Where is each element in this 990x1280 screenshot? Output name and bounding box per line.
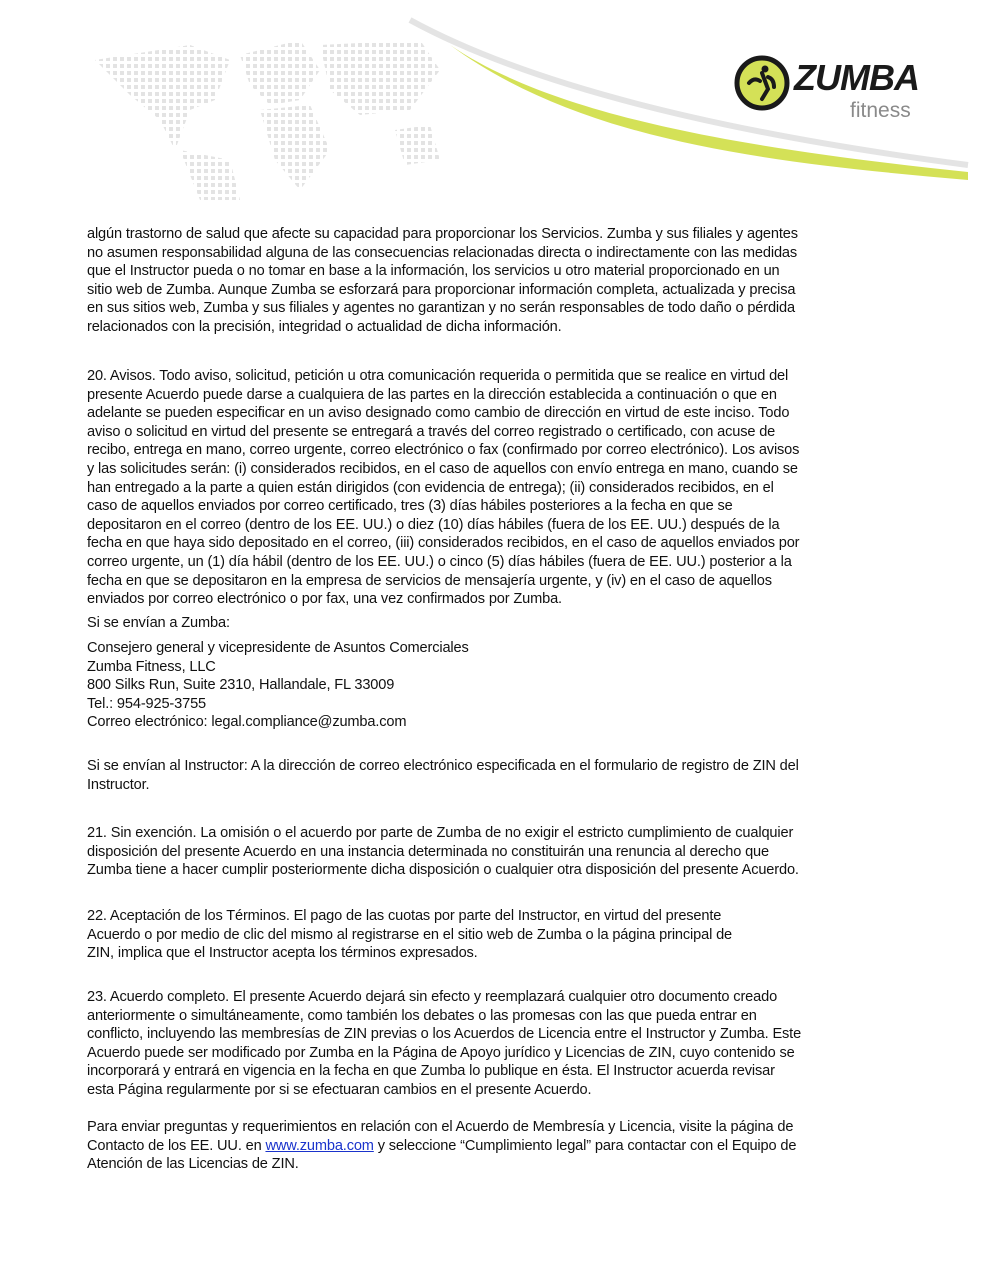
zumba-website-link[interactable]: www.zumba.com: [265, 1137, 374, 1154]
text-line: ZIN, implica que el Instructor acepta los términos expresados.: [87, 945, 478, 962]
text-line: presente Acuerdo puede darse a cualquiera de las partes en la dirección establecida a continuación o que en: [87, 386, 777, 403]
text-line: Zumba tiene a hacer cumplir posteriormente dicha disposición o cualquier otra disposición del presente Acuerdo.: [87, 862, 799, 879]
text-line: adelante se pueden especificar en un aviso designado como cambio de dirección en virtud de este inciso. Todo: [87, 405, 790, 422]
text-line: conflicto, incluyendo las membresías de ZIN previas o los Acuerdos de Licencia entre el Instructor y Zumba. Este: [87, 1026, 802, 1043]
address-line: Consejero general y vicepresidente de Asuntos Comerciales: [87, 640, 469, 656]
logo-brand: ZUMBA: [794, 57, 919, 98]
closing-paragraph: [87, 1118, 796, 1174]
text-line: Atención de las Licencias de ZIN.: [87, 1156, 299, 1173]
paragraph-23: [87, 988, 801, 1100]
to-zumba-label: [87, 614, 230, 633]
text-line: recibo, entrega en mano, correo urgente, correo electrónico o fax (confirmado por correo electrónico). Los avisos: [87, 442, 800, 459]
text-line: 22. Aceptación de los Términos. El pago de las cuotas por parte del Instructor, en virtud del presente: [87, 908, 722, 924]
text-line: que el Instructor pueda o no tomar en base a la información, los servicios u otro material proporcionado en un: [87, 263, 780, 280]
text-line: Acuerdo o por medio de clic del mismo al registrarse en el sitio web de Zumba o la página principal de: [87, 926, 733, 943]
text-line: Acuerdo puede ser modificado por Zumba en la Página de Apoyo jurídico y Licencias de ZIN, cuyo contenido se: [87, 1044, 795, 1061]
text-line: anteriormente o simultáneamente, como también los debates o las promesas con las que pueda entrar en: [87, 1007, 757, 1024]
text-line: correo urgente, un (1) día hábil (dentro de los EE. UU.) o cinco (5) días hábiles (fuera de EE. UU.) posterior a la: [87, 553, 792, 570]
zumba-logo-icon: [734, 55, 794, 115]
zumba-address: [87, 639, 469, 732]
text-line: Si se envían al Instructor: A la dirección de correo electrónico especificada en el formulario de registro de ZIN del: [87, 758, 799, 774]
text-line: y las solicitudes serán: (i) considerados recibidos, en el caso de aquellos con envío entrega en mano, cuando se: [87, 460, 798, 477]
address-line: Correo electrónico: legal.compliance@zumba.com: [87, 714, 407, 731]
paragraph-19-tail: [87, 225, 798, 337]
text-line: Para enviar preguntas y requerimientos en relación con el Acuerdo de Membresía y Licencia, visite la página de: [87, 1119, 794, 1135]
address-line: Zumba Fitness, LLC: [87, 658, 216, 675]
text-line: en sus sitios web, Zumba y sus filiales y agentes no garantizan y no serán responsables de todo daño o pérdida: [87, 300, 795, 317]
text-line: enviados por correo electrónico o por fax, una vez confirmados por Zumba.: [87, 591, 562, 608]
text-line: Si se envían a Zumba:: [87, 615, 230, 631]
world-map-dots: [95, 40, 440, 200]
text-line: algún trastorno de salud que afecte su capacidad para proporcionar los Servicios. Zumba y sus filiales y agentes: [87, 226, 798, 242]
text-line: no asumen responsabilidad alguna de las consecuencias relacionadas directa o indirectamente con las medidas: [87, 244, 798, 261]
text-line: 20. Avisos. Todo aviso, solicitud, petición u otra comunicación requerida o permitida que se realice en virtud del: [87, 368, 789, 384]
address-line: Tel.: 954-925-3755: [87, 695, 207, 712]
text-line: han entregado a la parte a quien están dirigidos (con evidencia de entrega); (ii) considerados recibidos, en el: [87, 479, 774, 496]
logo-sub: fitness: [850, 99, 911, 122]
text-line: 21. Sin exención. La omisión o el acuerdo por parte de Zumba de no exigir el estricto cumplimiento de cualquier: [87, 825, 794, 841]
text-line: depositaron en el correo (dentro de los EE. UU.) o diez (10) días hábiles (fuera de los EE. UU.) después de la: [87, 516, 780, 533]
text-line: relacionados con la precisión, integridad o actualidad de dicha información.: [87, 318, 562, 335]
paragraph-22: [87, 907, 732, 963]
text-segment: Contacto de los EE. UU. en: [87, 1137, 266, 1154]
zumba-logo: [734, 55, 924, 125]
to-instructor: [87, 757, 799, 794]
text-line: incorporará y entrará en vigencia en la fecha en que Zumba lo publique en ésta. El Instructor acuerda revisar: [87, 1063, 775, 1080]
text-line: aviso o solicitud en virtud del presente se entregará a través del correo registrado o certificado, con acuse de: [87, 423, 776, 440]
page-header: [0, 0, 990, 200]
paragraph-21: [87, 824, 799, 880]
text-line: Instructor.: [87, 776, 150, 793]
text-line: fecha en que haya sido depositado en el correo, (iii) considerados recibidos, en el caso de aquellos enviados por: [87, 535, 800, 552]
text-line: esta Página regularmente por si se efectuaran cambios en el presente Acuerdo.: [87, 1081, 592, 1098]
address-line: 800 Silks Run, Suite 2310, Hallandale, FL 33009: [87, 677, 395, 694]
text-line: caso de aquellos enviados por correo certificado, tres (3) días hábiles posteriores a la fecha en que se: [87, 498, 733, 515]
text-line: fecha en que se depositaron en la empresa de servicios de mensajería urgente, y (iv) en el caso de aquellos: [87, 572, 772, 589]
paragraph-20-avisos: [87, 367, 799, 609]
text-line: [87, 1137, 796, 1156]
text-line: 23. Acuerdo completo. El presente Acuerdo dejará sin efecto y reemplazará cualquier otro documento creado: [87, 989, 778, 1005]
text-segment: y seleccione “Cumplimiento legal” para contactar con el Equipo de: [373, 1137, 797, 1154]
text-line: sitio web de Zumba. Aunque Zumba se esforzará para proporcionar información completa, actualizada y precisa: [87, 281, 796, 298]
text-line: disposición del presente Acuerdo en una instancia determinada no constituirán una renuncia al derecho que: [87, 843, 769, 860]
